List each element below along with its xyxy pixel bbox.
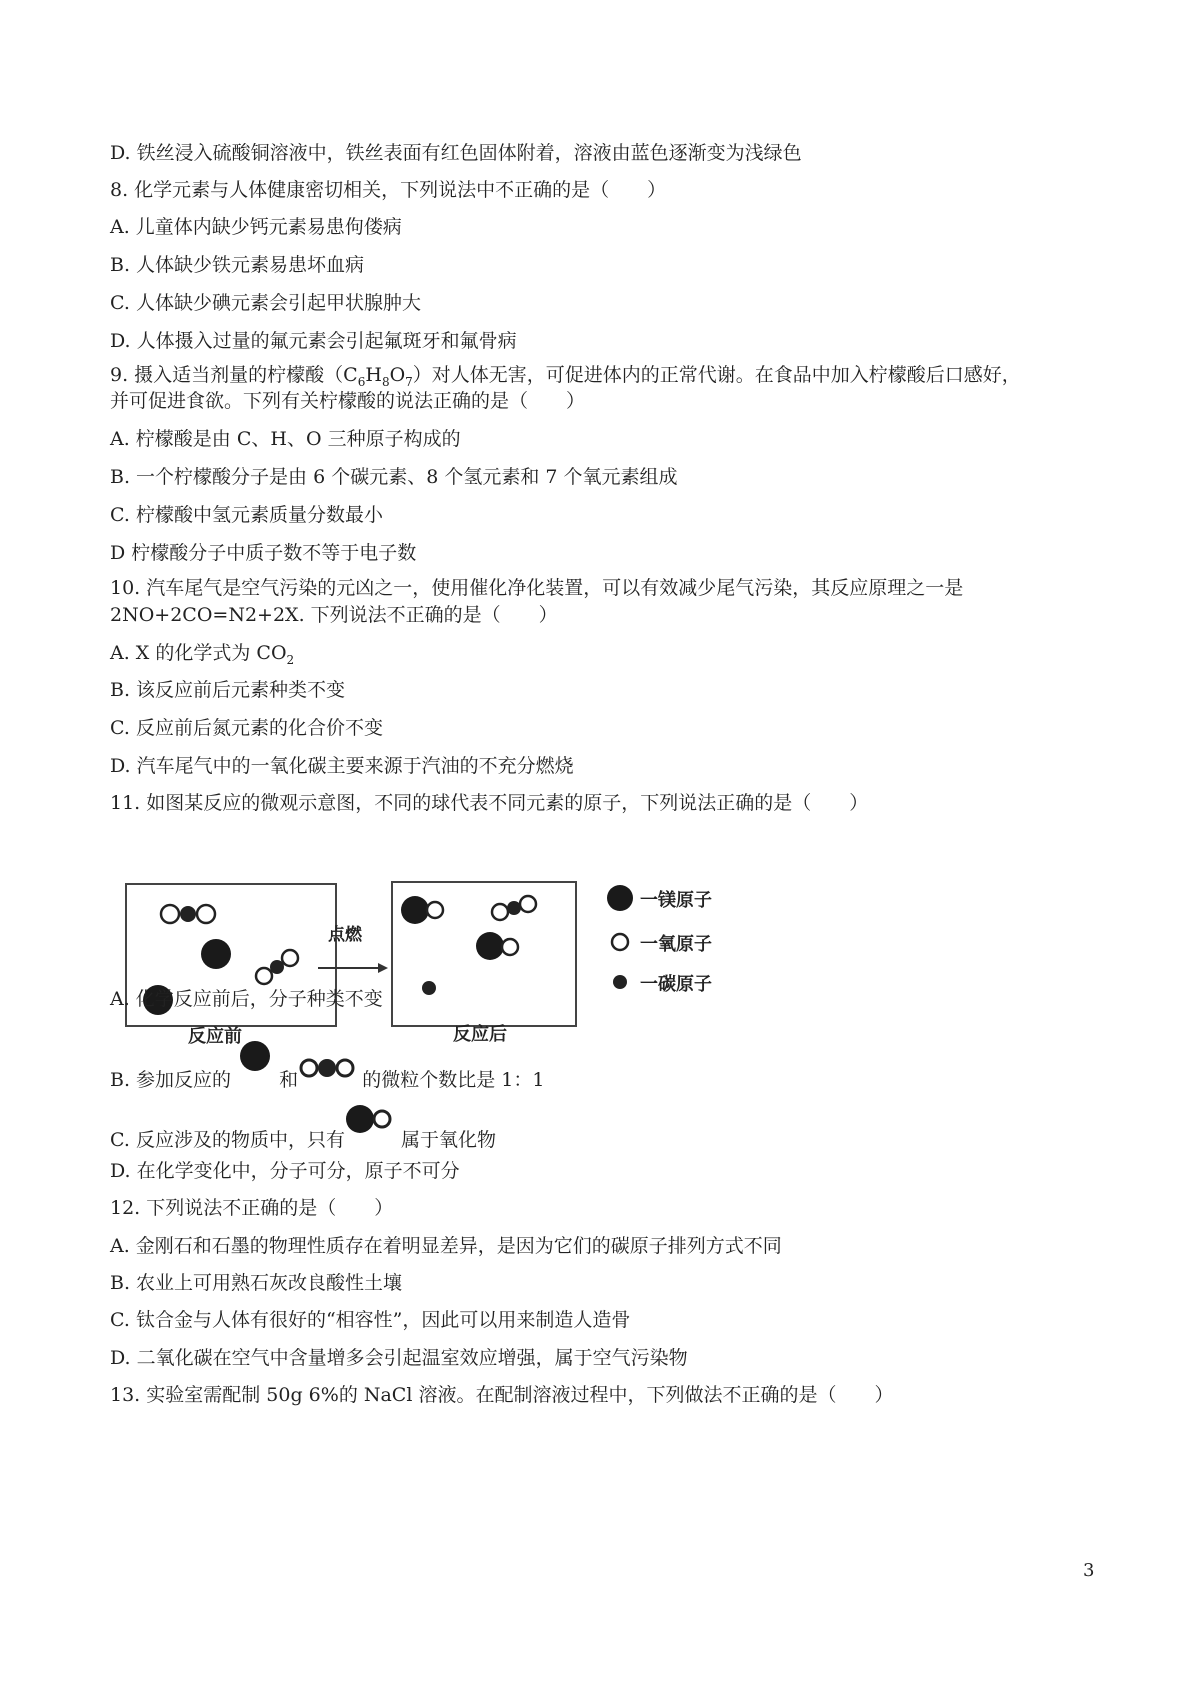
carbon-atom (422, 981, 436, 995)
q11-option-a: A. 化学反应前后，分子种类不变 (110, 988, 383, 1010)
after-label: 反应后 (453, 1024, 507, 1045)
q10-option-c: C. 反应前后氮元素的化合价不变 (110, 717, 383, 739)
q9-stem-line1: 9. 摄入适当剂量的柠檬酸$(C_6H_8O_7)$对人体无害，可促进体内的正常代谢。在食品中加入柠檬酸后口感好， (110, 364, 1021, 389)
oxygen-atom (197, 905, 215, 923)
q13-stem: 13. 实验室需配制 50g 6%的 NaCl 溶液。在配制溶液过程中，下列做法不正确的是（ ） (110, 1384, 894, 1406)
q8-stem: 8. 化学元素与人体健康密切相关，下列说法中不正确的是（ ） (110, 179, 667, 201)
q8-option-b: B. 人体缺少铁元素易患坏血病 (110, 254, 365, 276)
mgo-molecule-icon (345, 1102, 395, 1136)
q9-option-c: C. 柠檬酸中氢元素质量分数最小 (110, 504, 383, 526)
oxygen-atom (492, 904, 508, 920)
oxygen-atom (520, 896, 536, 912)
q10-option-b: B. 该反应前后元素种类不变 (110, 679, 346, 701)
carbon-atom (180, 906, 196, 922)
q9-option-b: B. 一个柠檬酸分子是由 6 个碳元素、8 个氢元素和 7 个氧元素组成 (110, 466, 678, 488)
magnesium-atom-icon (237, 1038, 273, 1074)
oxygen-atom (282, 950, 298, 966)
q11-option-c: C. 反应涉及的物质中，只有 属于氧化物 (110, 1102, 496, 1160)
q12-option-b: B. 农业上可用熟石灰改良酸性土壤 (110, 1272, 403, 1294)
q10-stem-line2: 2NO+2CO=N2+2X. 下列说法不正确的是（ ） (110, 604, 558, 626)
reaction-diagram (108, 872, 828, 1062)
q10-option-a: A. X 的化学式为 $CO_2$ (110, 642, 295, 667)
q11-stem: 11. 如图某反应的微观示意图，不同的球代表不同元素的原子，下列说法正确的是（ ） (110, 792, 869, 814)
ignition-label: 点燃 (328, 925, 362, 945)
q9-option-a: A. 柠檬酸是由 C、H、O 三种原子构成的 (110, 428, 461, 450)
legend-magnesium-label: 一镁原子 (640, 890, 712, 911)
legend-oxygen-label: 一氧原子 (640, 934, 712, 955)
q8-option-c: C. 人体缺少碘元素会引起甲状腺肿大 (110, 292, 421, 314)
q7-option-d: D. 铁丝浸入硫酸铜溶液中，铁丝表面有红色固体附着，溶液由蓝色逐渐变为浅绿色 (110, 142, 802, 164)
q11-option-b: B. 参加反应的 和 的微粒个数比是 1：1 (110, 1038, 544, 1100)
page-number: 3 (1083, 1560, 1095, 1581)
magnesium-atom (201, 939, 231, 969)
q8-option-a: A. 儿童体内缺少钙元素易患佝偻病 (110, 216, 402, 238)
legend-magnesium-symbol (607, 885, 633, 911)
legend-carbon-symbol (613, 975, 627, 989)
q8-option-d: D. 人体摄入过量的氟元素会引起氟斑牙和氟骨病 (110, 330, 517, 352)
q10-option-d: D. 汽车尾气中的一氧化碳主要来源于汽油的不充分燃烧 (110, 755, 574, 777)
reaction-arrow-head (378, 963, 388, 973)
q9-stem-line2: 并可促进食欲。下列有关柠檬酸的说法正确的是（ ） (110, 390, 586, 412)
q12-stem: 12. 下列说法不正确的是（ ） (110, 1197, 394, 1219)
co2-molecule-icon (298, 1056, 356, 1080)
q12-option-d: D. 二氧化碳在空气中含量增多会引起温室效应增强，属于空气污染物 (110, 1347, 688, 1369)
oxygen-atom (256, 968, 272, 984)
q12-option-c: C. 钛合金与人体有很好的“相容性”，因此可以用来制造人造骨 (110, 1309, 631, 1331)
q12-option-a: A. 金刚石和石墨的物理性质存在着明显差异，是因为它们的碳原子排列方式不同 (110, 1235, 782, 1257)
q11-option-d: D. 在化学变化中，分子可分，原子不可分 (110, 1160, 460, 1182)
legend-oxygen-symbol (612, 934, 628, 950)
q9-option-d: D 柠檬酸分子中质子数不等于电子数 (110, 542, 417, 564)
magnesium-atom (401, 896, 429, 924)
oxygen-atom (161, 905, 179, 923)
q10-stem-line1: 10. 汽车尾气是空气污染的元凶之一，使用催化净化装置，可以有效减少尾气污染，其反应原理之一是 (110, 577, 964, 599)
before-label: 反应前 (188, 1026, 242, 1047)
legend-carbon-label: 一碳原子 (640, 974, 712, 995)
magnesium-atom (476, 932, 504, 960)
oxygen-atom (427, 902, 443, 918)
oxygen-atom (502, 939, 518, 955)
